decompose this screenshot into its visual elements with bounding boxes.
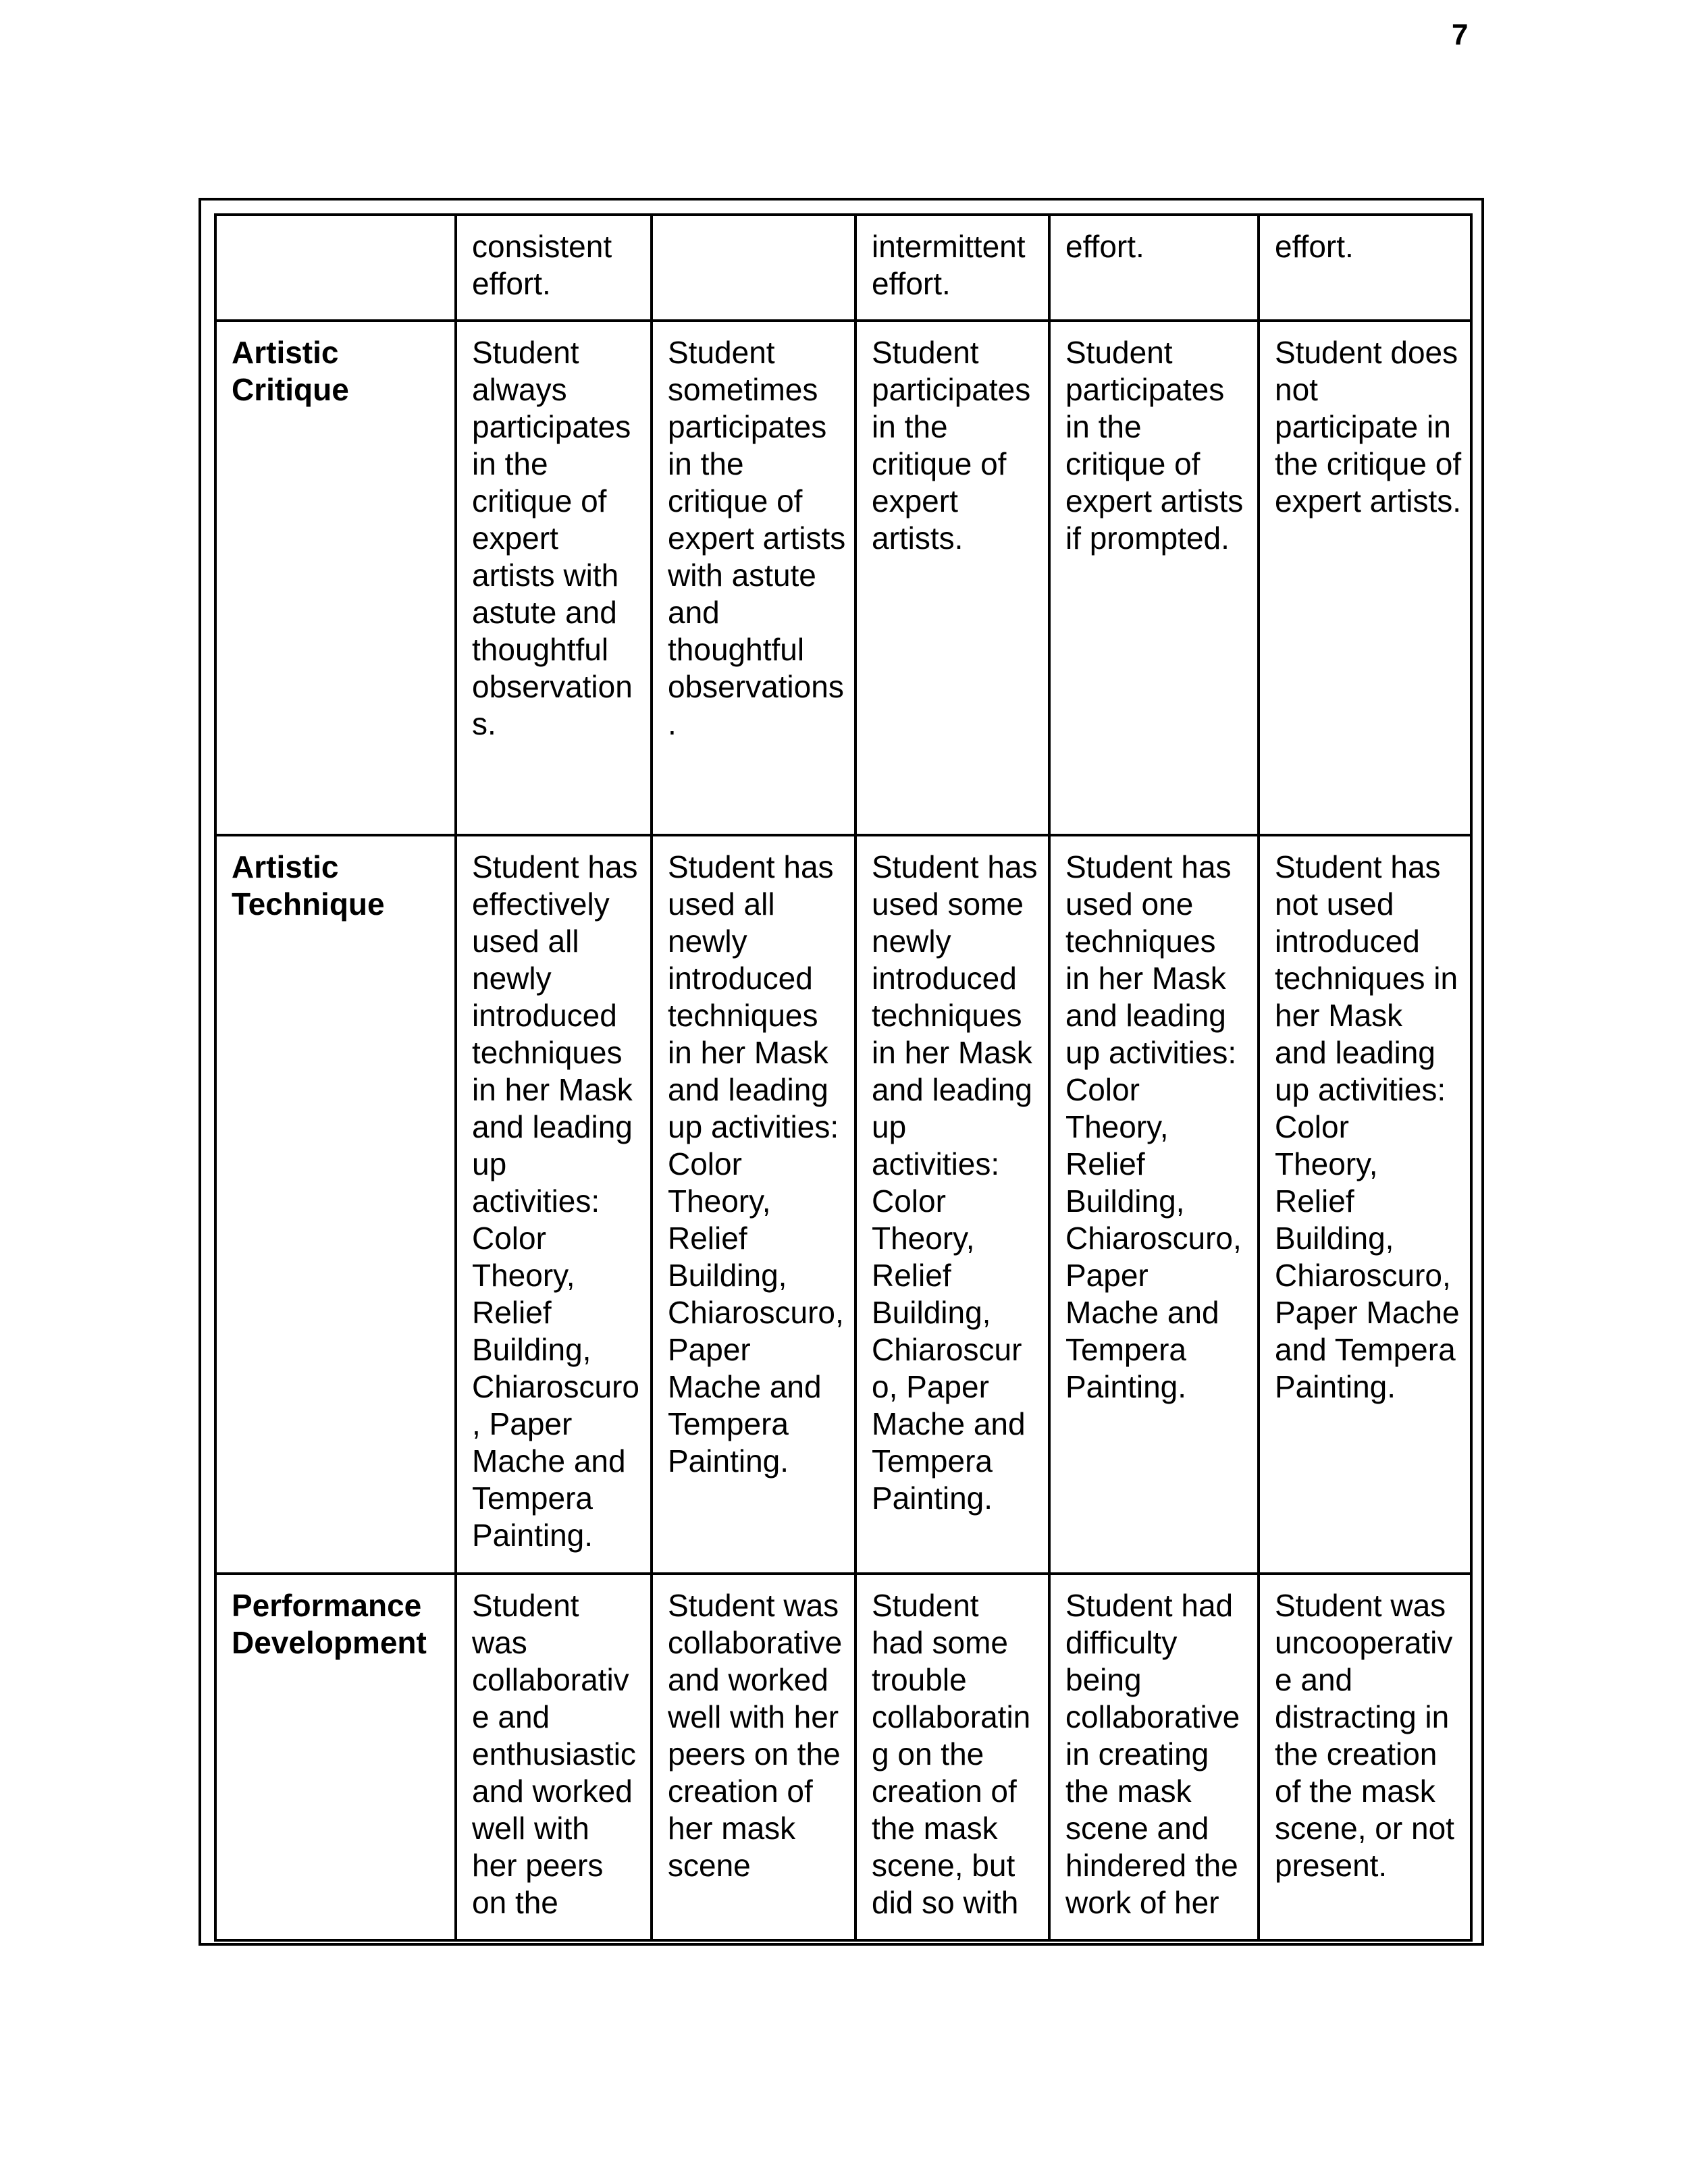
rubric-cell: Student has used all newly introduced techniques in her Mask and leading up activities: Color Theory, Relief Building, Chiaroscuro, Paper Mache and Tempera Painting.	[652, 835, 855, 1574]
rubric-cell: effort.	[1049, 215, 1259, 321]
rubric-cell: effort.	[1259, 215, 1471, 321]
rubric-cell: Student had difficulty being collaborative in creating the mask scene and hindered the work of her	[1049, 1574, 1259, 1940]
table-row	[215, 1574, 1471, 1940]
rubric-cell: Student sometimes participates in the critique of expert artists with astute and thoughtful observations .	[652, 321, 855, 835]
rubric-cell: Student had some trouble collaboratin g on the creation of the mask scene, but did so with	[855, 1574, 1049, 1940]
rubric-cell: Student has used some newly introduced techniques in her Mask and leading up activities: Color Theory, Relief Building, Chiaroscur o, Paper Mache and Tempera Painting.	[855, 835, 1049, 1574]
rubric-cell: Student was uncooperativ e and distracting in the creation of the mask scene, or not present.	[1259, 1574, 1471, 1940]
rubric-cell: Student does not participate in the critique of expert artists.	[1259, 321, 1471, 835]
rubric-cell: Student participates in the critique of expert artists if prompted.	[1049, 321, 1259, 835]
rubric-cell: Student has effectively used all newly introduced techniques in her Mask and leading up activities: Color Theory, Relief Building, Chiaroscuro , Paper Mache and Tempera Painting.	[456, 835, 652, 1574]
rubric-cell: Student always participates in the critique of expert artists with astute and thoughtful observation s.	[456, 321, 652, 835]
rubric-cell: Student was collaborativ e and enthusiastic and worked well with her peers on the	[456, 1574, 652, 1940]
table-row	[215, 321, 1471, 835]
rubric-cell: Student was collaborative and worked well with her peers on the creation of her mask scene	[652, 1574, 855, 1940]
page-number: 7	[1452, 18, 1469, 51]
rubric-cell: Student participates in the critique of expert artists.	[855, 321, 1049, 835]
rubric-cell: consistent effort.	[456, 215, 652, 321]
rubric-cell: intermittent effort.	[855, 215, 1049, 321]
row-label: Performance Development	[215, 1574, 456, 1940]
row-label: Artistic Technique	[215, 835, 456, 1574]
rubric-cell	[652, 215, 855, 321]
rubric-cell: Student has not used introduced techniques in her Mask and leading up activities: Color Theory, Relief Building, Chiaroscuro, Paper Mache and Tempera Painting.	[1259, 835, 1471, 1574]
row-label	[215, 215, 456, 321]
rubric-table	[214, 213, 1473, 1942]
rubric-cell: Student has used one techniques in her Mask and leading up activities: Color Theory, Relief Building, Chiaroscuro, Paper Mache and Tempera Painting.	[1049, 835, 1259, 1574]
table-row	[215, 835, 1471, 1574]
table-row	[215, 215, 1471, 321]
row-label: Artistic Critique	[215, 321, 456, 835]
